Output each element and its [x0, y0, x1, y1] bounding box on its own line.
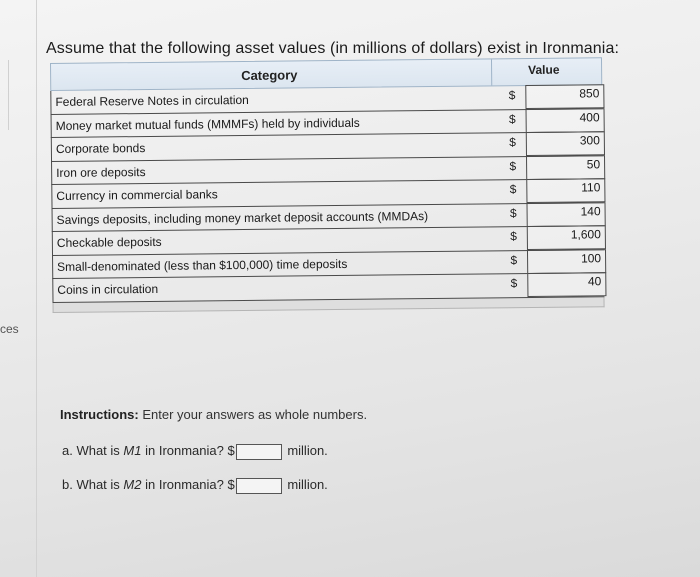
row-value-cell: [527, 249, 606, 274]
row-currency: $: [510, 276, 518, 291]
row-value-cell: [526, 178, 605, 203]
instructions-text: Enter your answers as whole numbers.: [138, 407, 368, 422]
row-category: Federal Reserve Notes in circulation: [55, 92, 249, 109]
row-category: Money market mutual funds (MMMFs) held by individuals: [55, 115, 360, 133]
row-category: Savings deposits, including money market deposit accounts (MMDAs): [56, 208, 429, 227]
row-value-cell: [526, 202, 605, 227]
question-b-middle: in Ironmania? $: [141, 477, 235, 492]
row-category: Iron ore deposits: [56, 164, 146, 180]
row-category: Small-denominated (less than $100,000) time deposits: [57, 256, 348, 274]
question-b-suffix: million.: [283, 477, 328, 492]
instructions: [60, 407, 367, 422]
header-category: Category: [241, 67, 298, 83]
row-value: 400: [579, 109, 600, 124]
row-value: 110: [581, 180, 601, 195]
row-value-cell: [527, 225, 606, 250]
row-category: Currency in commercial banks: [56, 187, 218, 203]
row-value: 40: [587, 274, 602, 289]
row-currency: $: [509, 158, 517, 173]
question-a-suffix: million.: [283, 443, 328, 458]
instructions-label: Instructions:: [60, 407, 139, 422]
question-a-middle: in Ironmania? $: [141, 443, 235, 458]
side-text: ces: [0, 322, 19, 336]
question-b-term: M2: [123, 477, 142, 492]
row-value: 100: [580, 250, 602, 265]
asset-table: [50, 57, 605, 312]
row-currency: $: [508, 88, 516, 103]
question-title: Assume that the following asset values (in millions of dollars) exist in Ironmania:: [46, 40, 619, 57]
row-value-cell: [527, 272, 606, 297]
answer-b-input[interactable]: [236, 478, 282, 494]
question-a: [62, 443, 328, 460]
panel-notch: [0, 60, 9, 130]
question-a-term: M1: [123, 443, 142, 458]
question-a-prefix: a. What is: [62, 443, 124, 458]
row-value: 1,600: [570, 227, 601, 242]
row-value-cell: [526, 108, 605, 133]
row-value-cell: [525, 84, 604, 109]
row-value: 300: [579, 133, 600, 148]
row-currency: $: [510, 252, 518, 267]
row-value-cell: [526, 131, 605, 156]
question-b: [62, 477, 328, 494]
header-value: Value: [528, 62, 560, 77]
row-category: Corporate bonds: [55, 141, 146, 156]
row-value-cell: [526, 155, 605, 180]
row-currency: $: [509, 135, 516, 150]
header-divider: [491, 59, 492, 85]
row-currency: $: [508, 111, 516, 126]
question-b-prefix: b. What is: [62, 477, 124, 492]
row-currency: $: [509, 205, 517, 220]
row-value: 140: [580, 203, 601, 218]
row-currency: $: [510, 229, 517, 244]
row-value: 850: [579, 86, 600, 101]
row-category: Checkable deposits: [56, 234, 162, 250]
row-category: Coins in circulation: [57, 281, 159, 297]
row-value: 50: [586, 156, 601, 171]
answer-a-input[interactable]: [236, 444, 282, 460]
row-currency: $: [509, 182, 517, 197]
left-panel-edge: [0, 0, 37, 577]
